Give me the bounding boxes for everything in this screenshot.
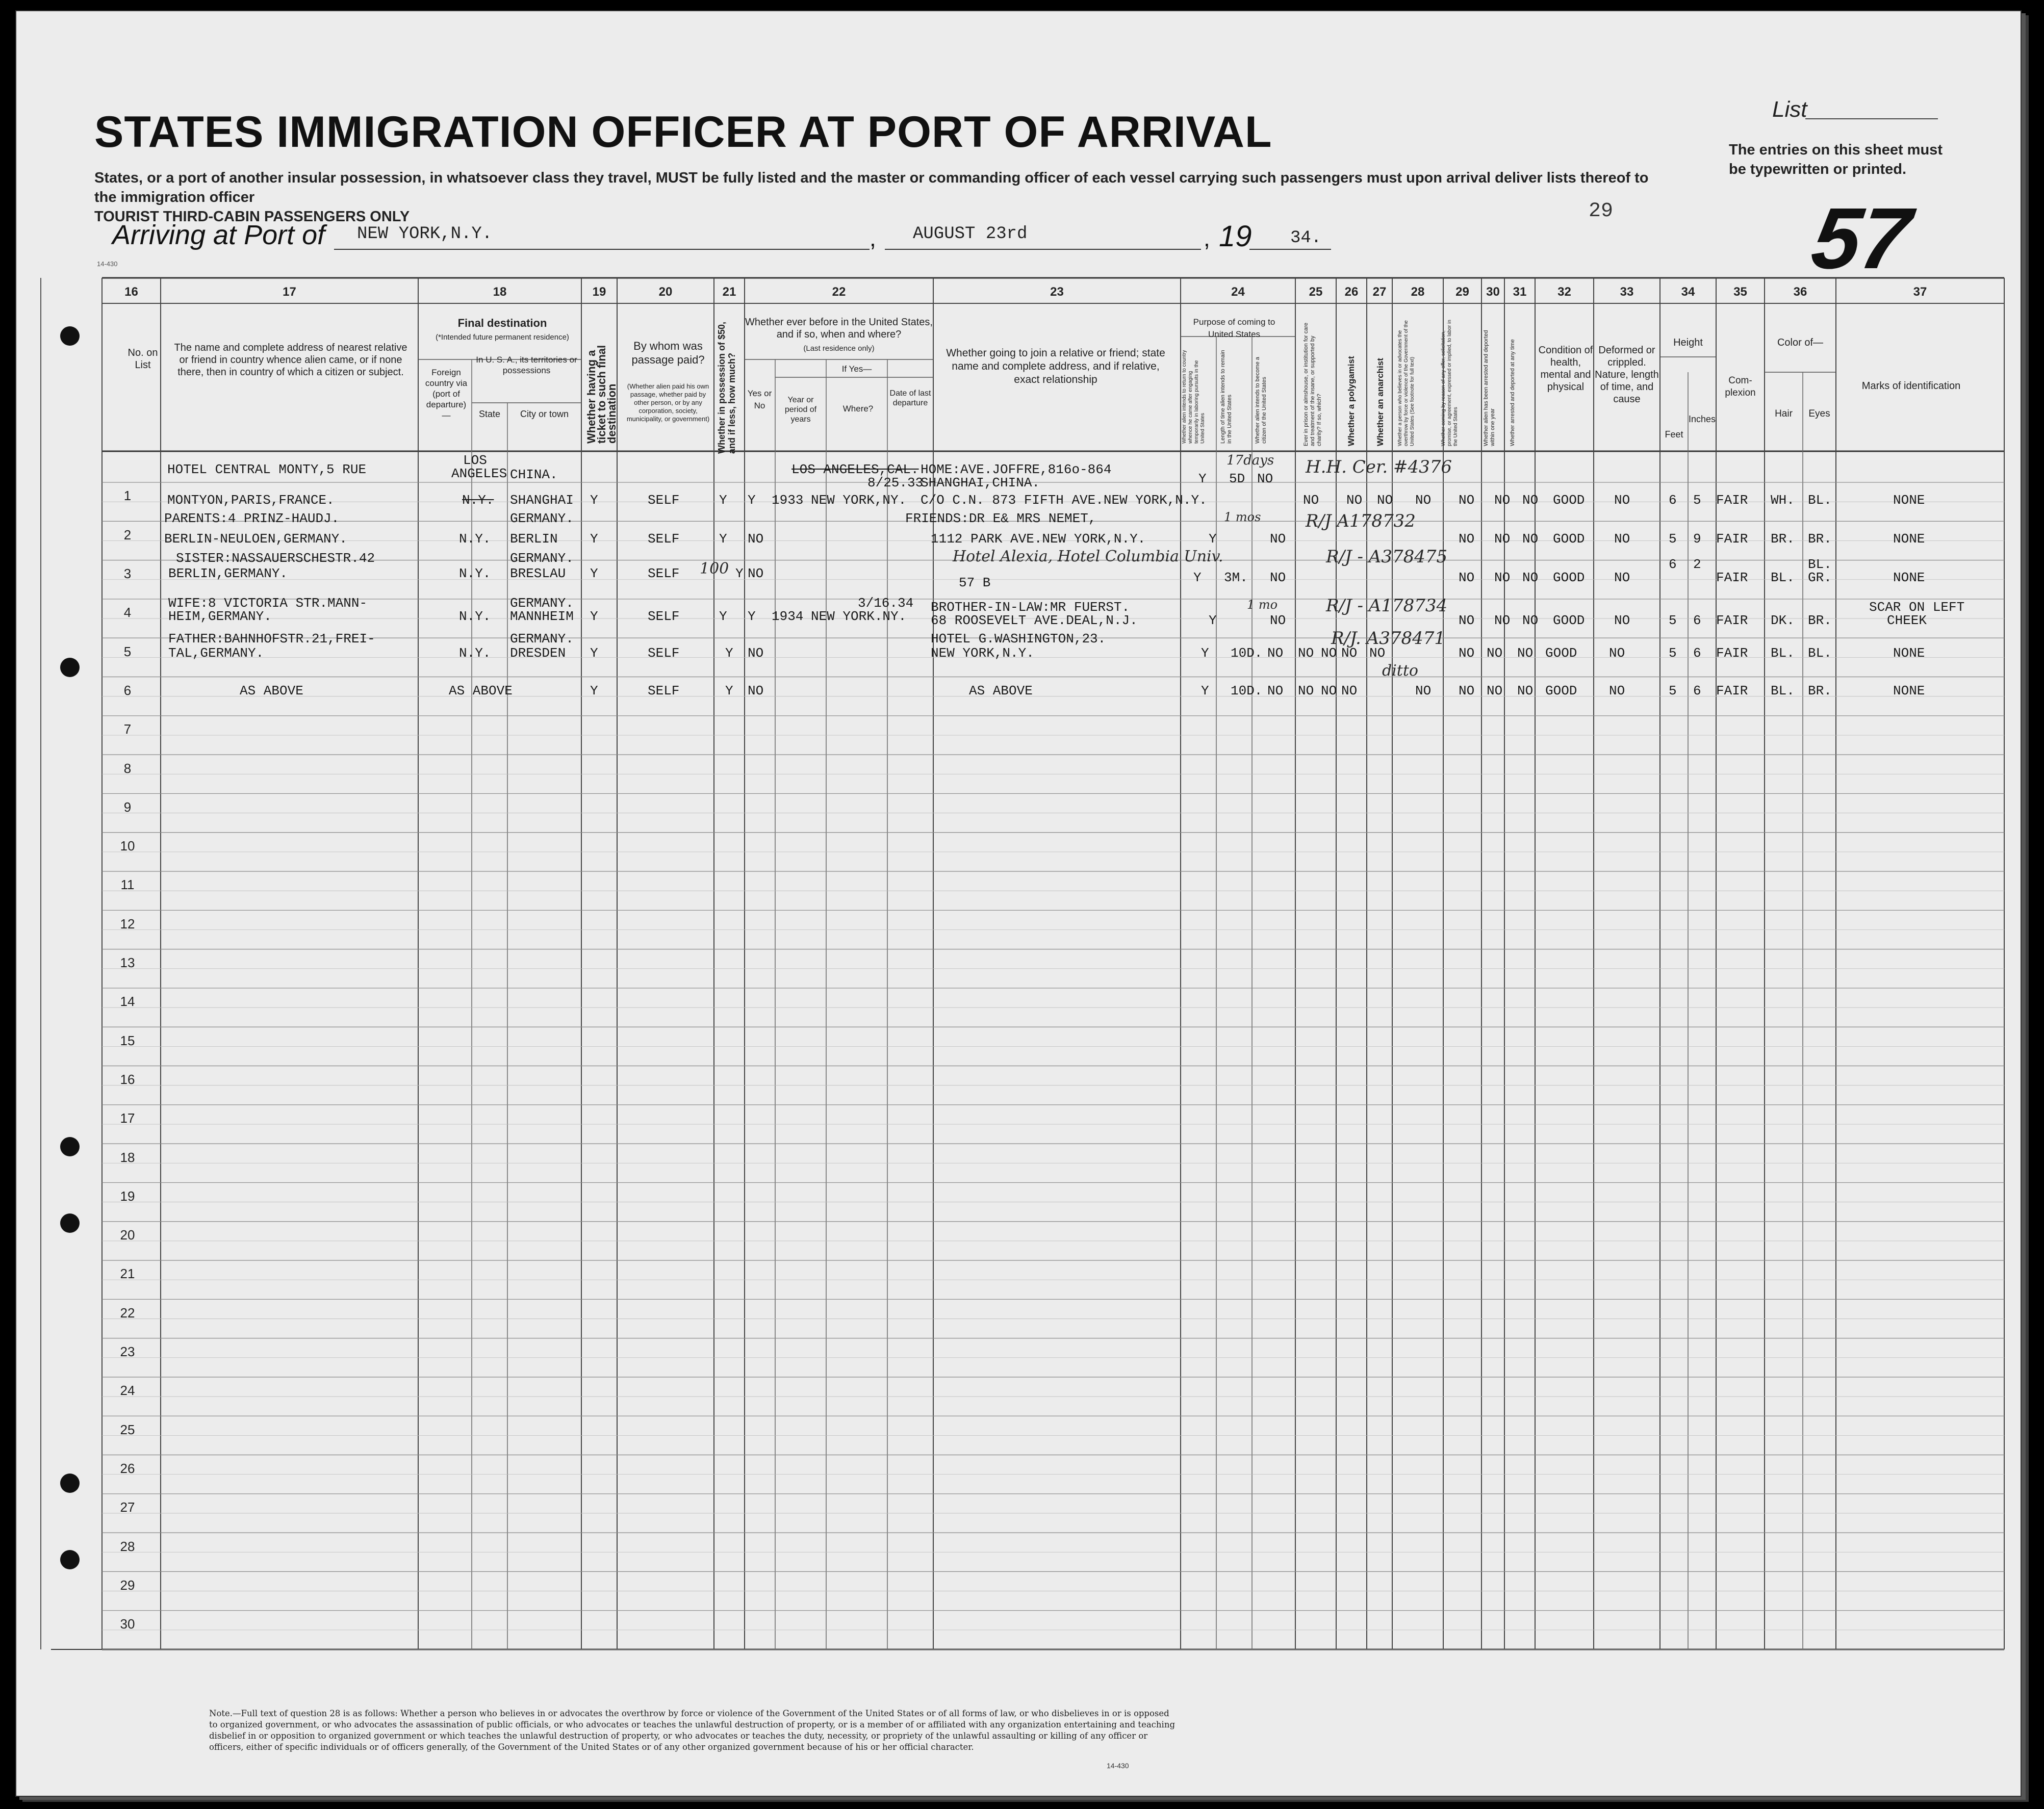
handwritten-ditto: ditto (1382, 662, 1418, 680)
join-relative: HOTEL G.WASHINGTON,23. (931, 631, 1106, 647)
column-number: 24 (1231, 285, 1245, 299)
destination-state: AS ABOVE (449, 683, 513, 699)
row-number: 28 (120, 1538, 135, 1554)
passage-paid-by: SELF (648, 566, 680, 581)
height-inches: 5 (1693, 493, 1701, 508)
relative-address: HEIM,GERMANY. (168, 609, 272, 624)
join-relative: BROTHER-IN-LAW:MR FUERST. (931, 600, 1130, 615)
row-number: 7 (123, 721, 132, 737)
column-number: 31 (1513, 285, 1527, 299)
row-number: 19 (120, 1188, 135, 1204)
col-header-17: The name and complete address of nearest relative or friend in country whence alien came, or if none there, then in country of which a citizen or subject. (174, 342, 407, 378)
col-header-24: Purpose of coming to United States (1193, 317, 1275, 339)
destination-city: MANNHEIM (510, 609, 574, 624)
col-header-27: Whether an anarchist (1375, 358, 1385, 446)
row-number: 23 (120, 1344, 135, 1360)
ever-in-prison: NO (1270, 531, 1286, 547)
ticket: Y (590, 683, 598, 699)
arrival-date: AUGUST 23rd (913, 224, 1028, 244)
col-header-23: Whether going to join a relative or friend; state name and complete address, and if relative, exact relationship (946, 347, 1165, 385)
before-yes-no: Y (748, 493, 756, 508)
row-number: 13 (120, 955, 135, 971)
col-header-18-usa: In U. S. A., its territories or possessions (476, 355, 577, 375)
has-fifty: Y (719, 493, 727, 508)
height-feet: 6 (1669, 493, 1677, 508)
foreign-port: LOS (463, 453, 487, 468)
col-header-18-state: State (478, 409, 501, 419)
hair-color: BR. (1771, 531, 1795, 547)
column-number: 36 (1793, 285, 1807, 299)
col-header-28: Whether a person who believes in or advocates the overthrow by force or violence of the Government of the United States (See footnote for full text) (1397, 320, 1415, 446)
handwritten-certificate: H.H. Cer. #4376 (1306, 457, 1452, 477)
has-fifty: Y (719, 531, 727, 547)
col-header-37: Marks of identification (1861, 380, 1961, 392)
eye-color: BR. (1808, 531, 1832, 547)
handwritten-join: Hotel Alexia, Hotel Columbia Univ. (953, 548, 1223, 565)
passage-paid-by: SELF (648, 645, 680, 661)
column-number: 26 (1344, 285, 1359, 299)
row-number: 9 (123, 799, 132, 815)
hair-color: BL. (1771, 570, 1795, 585)
row-number: 10 (120, 838, 135, 854)
column-number: 21 (722, 285, 736, 299)
hair-color: DK. (1771, 613, 1795, 628)
question-31: NO (1522, 570, 1539, 585)
row-number: 6 (123, 682, 132, 698)
before-where: NEW YORK.NY. (811, 609, 907, 624)
row-number: 14 (120, 994, 135, 1010)
health: GOOD (1545, 645, 1577, 661)
anarchist: NO (1377, 493, 1393, 508)
arriving-label: Arriving at Port of (112, 220, 325, 250)
identification-marks: NONE (1893, 683, 1925, 699)
complexion: FAIR (1716, 645, 1748, 661)
row-number: 25 (120, 1422, 135, 1437)
before-where: NEW YORK,NY. (811, 493, 907, 508)
row-number: 30 (120, 1616, 135, 1632)
col-header-34-inches: Inches (1688, 414, 1716, 424)
question-31: NO (1522, 613, 1539, 628)
identification-marks: CHEEK (1887, 613, 1927, 628)
col-header-22-sub: (Last residence only) (803, 344, 875, 353)
col-header-18-foreign: Foreign country via (port of departure)— (425, 368, 468, 420)
destination-city: GERMANY. (510, 631, 574, 647)
question-29: NO (1459, 645, 1475, 661)
col-header-34: Height (1673, 337, 1703, 348)
ticket: Y (590, 645, 598, 661)
row-number: 17 (120, 1110, 135, 1126)
height-inches: 6 (1693, 613, 1701, 628)
col-header-22: Whether ever before in the United States, and if so, when and where? (745, 317, 933, 340)
destination-city: GERMANY. (510, 511, 574, 526)
destination-city: BRESLAU (510, 566, 566, 581)
row-number: 26 (120, 1460, 135, 1476)
column-number: 27 (1372, 285, 1387, 299)
row-number: 8 (123, 760, 132, 776)
has-fifty: Y (719, 609, 727, 624)
ever-in-prison: NO (1298, 683, 1314, 699)
before-where: LOS ANGELES,CAL. (791, 462, 919, 477)
handwritten-note: 1 mos (1224, 510, 1261, 524)
purpose-length: 10D. (1231, 683, 1263, 699)
join-relative: C/O C.N. 873 FIFTH AVE.NEW YORK,N.Y. (921, 493, 1207, 508)
question-29: NO (1459, 531, 1475, 547)
height-inches: 2 (1693, 557, 1701, 572)
anarchist: NO (1341, 645, 1358, 661)
purpose-length: 10D. (1231, 645, 1263, 661)
question-30: NO (1494, 613, 1511, 628)
polygamist: NO (1346, 493, 1363, 508)
height-feet: 5 (1669, 683, 1677, 699)
ticket: Y (590, 609, 598, 624)
col-header-18-city: City or town (520, 409, 569, 419)
ever-in-prison: NO (1270, 570, 1286, 585)
col-header-33: Deformed or crippled. Nature, length of time, and cause (1595, 345, 1659, 405)
identification-marks: NONE (1893, 493, 1925, 508)
purpose-return: Y (1201, 683, 1209, 699)
column-number: 33 (1620, 285, 1634, 299)
arrival-year: 34. (1290, 228, 1322, 248)
question-28: NO (1369, 645, 1386, 661)
question-28: NO (1415, 493, 1432, 508)
complexion: FAIR (1716, 531, 1748, 547)
row-number: 21 (120, 1266, 135, 1282)
passage-paid-by: SELF (648, 683, 680, 699)
question-29: NO (1459, 493, 1475, 508)
complexion: FAIR (1716, 493, 1748, 508)
foreign-port: ANGELES (451, 466, 507, 481)
col-header-30: Whether alien has been arrested and deported within one year (1483, 330, 1496, 446)
height-feet: 6 (1669, 557, 1677, 572)
complexion: FAIR (1716, 683, 1748, 699)
purpose-return: Y (1201, 645, 1209, 661)
col-header-31: Whether arrested and deported at any time (1510, 339, 1516, 446)
destination-city: GERMANY. (510, 596, 574, 611)
purpose-citizen: NO (1257, 471, 1273, 486)
eye-color: BL. (1808, 645, 1832, 661)
handwritten-certificate: R/J A178732 (1306, 511, 1416, 531)
join-relative: AS ABOVE (969, 683, 1033, 699)
handwritten-certificate: R/J - A378475 (1326, 547, 1448, 567)
height-feet: 5 (1669, 531, 1677, 547)
column-number: 37 (1913, 285, 1927, 299)
identification-marks: NONE (1893, 531, 1925, 547)
ever-in-prison: NO (1298, 645, 1314, 661)
col-header-32: Condition of health, mental and physical (1538, 345, 1593, 393)
handwritten-page-number: 57 (1806, 190, 1917, 287)
footnote-form-number: 14-430 (1107, 1762, 1129, 1770)
ever-in-prison: NO (1303, 493, 1319, 508)
passage-paid-by: SELF (648, 609, 680, 624)
question-29: NO (1459, 570, 1475, 585)
col-header-21: Whether in possession of $50, and if less, how much? (717, 321, 737, 454)
col-header-16: No. on List (127, 347, 158, 371)
column-number: 30 (1486, 285, 1500, 299)
before-year: 1934 (772, 609, 804, 624)
col-header-22-year: Year or period of years (784, 396, 817, 424)
port-value: NEW YORK,N.Y. (357, 224, 493, 244)
form-number: 14-430 (97, 260, 118, 268)
col-header-29: Whether coming by reason of any offer, solicitation, promise, or agreement, expressed or implied, to labor in the United States (1441, 320, 1459, 446)
row-number: 1 (123, 488, 132, 504)
hair-color: BL. (1771, 645, 1795, 661)
col-header-19: Whether having a ticket to such final destination (585, 345, 618, 444)
relative-address: SISTER:NASSAUERSCHESTR.42 (176, 551, 375, 566)
passage-paid-by: SELF (648, 493, 680, 508)
sheet-number: 29 (1589, 200, 1614, 223)
ticket: Y (590, 531, 598, 547)
question-30: NO (1494, 531, 1511, 547)
column-number: 35 (1733, 285, 1747, 299)
row-number: 12 (120, 916, 135, 932)
before-year: 1933 (772, 493, 804, 508)
typewritten-instruction: The entries on this sheet must be typewritten or printed. (1729, 142, 1943, 177)
row-number: 4 (123, 605, 132, 621)
health: GOOD (1553, 613, 1585, 628)
ticket: Y (590, 493, 598, 508)
destination-city: DRESDEN (510, 645, 566, 661)
hair-color: WH. (1771, 493, 1795, 508)
identification-marks: NONE (1893, 645, 1925, 661)
question-31: NO (1517, 683, 1534, 699)
purpose-return: Y (1209, 531, 1217, 547)
join-relative: HOME:AVE.JOFFRE,816o-864 (921, 462, 1112, 477)
row-number: 2 (123, 527, 132, 542)
row-number: 16 (120, 1071, 135, 1087)
height-inches: 9 (1693, 531, 1701, 547)
before-yes-no: NO (748, 683, 764, 699)
column-number: 20 (658, 285, 673, 299)
comma: , (1204, 225, 1210, 251)
col-header-20-sub: (Whether alien paid his own passage, whether paid by other person, or by any corporation, society, municipality, or government) (626, 382, 710, 423)
height-feet: 5 (1669, 645, 1677, 661)
comma: , (870, 225, 876, 251)
col-header-24-a: Whether alien intends to return to country whence he came after engaging temporarily in laboring pursuits in the United States (1182, 350, 1206, 444)
destination-city: GERMANY. (510, 551, 574, 566)
deformed: NO (1614, 570, 1630, 585)
destination-city: BERLIN (510, 531, 558, 547)
hair-color: BL. (1771, 683, 1795, 699)
col-header-24-b: Length of time alien intends to remain in the United States (1220, 350, 1233, 444)
col-header-22-where: Where? (842, 404, 874, 414)
col-header-24-c: Whether alien intends to become a citizen of the United States (1255, 357, 1267, 444)
footnote-question-28: Note.—Full text of question 28 is as follows: Whether a person who believes in or advocates the overthrow by force or violence of the Government of the United States or of all forms of law, or who disbelieves in or is opposed to organized government, or who advocates the assassination of public officials, or who advocates or teaches the unlawful destruction of property, or is a member of or affiliated with any organization entertaining and teaching disbelief in or opposition to organized government or which teaches the unlawful destruction of property, or who advocates or teaches the duty, necessity, or propriety of the unlawful assaulting or killing of any officer or officers, either of specific individuals or of officers generally, of the Government of the United States or of any other organized government because of his or her official character. (209, 1709, 1176, 1752)
last-departure: 3/16.34 (858, 596, 914, 611)
col-header-22-ifyes: If Yes— (841, 364, 872, 374)
destination-state: N.Y. (459, 645, 491, 661)
column-number: 28 (1411, 285, 1425, 299)
handwritten-certificate: R/J. A378471 (1331, 628, 1446, 649)
col-header-36-hair: Hair (1775, 408, 1793, 419)
join-relative: SHANGHAI,CHINA. (921, 475, 1040, 490)
purpose-return: Y (1193, 570, 1202, 585)
purpose-return: Y (1209, 613, 1217, 628)
has-fifty: Y (735, 566, 744, 581)
question-30: NO (1487, 683, 1503, 699)
question-30: NO (1487, 645, 1503, 661)
column-number: 23 (1050, 285, 1064, 299)
relative-address: TAL,GERMANY. (168, 645, 264, 661)
eye-color: BR. (1808, 683, 1832, 699)
year-prefix: 19 (1219, 220, 1252, 253)
join-relative: 57 B (959, 575, 991, 590)
row-number: 11 (120, 877, 135, 893)
relative-address: HOTEL CENTRAL MONTY,5 RUE (167, 462, 367, 477)
height-inches: 6 (1693, 645, 1701, 661)
question-28: NO (1415, 683, 1432, 699)
complexion: FAIR (1716, 570, 1748, 585)
handwritten-purpose: 17days (1227, 453, 1274, 468)
height-feet: 5 (1669, 613, 1677, 628)
relative-address: AS ABOVE (240, 683, 303, 699)
col-header-26: Whether a polygamist (1346, 356, 1356, 446)
deformed: NO (1614, 613, 1630, 628)
col-header-36: Color of— (1777, 337, 1824, 348)
col-header-22-yesno: Yes or No (747, 389, 772, 410)
destination-state: N.Y. (459, 531, 491, 547)
health: GOOD (1553, 493, 1585, 508)
before-yes-no: NO (748, 531, 764, 547)
row-number: 18 (120, 1149, 135, 1165)
identification-marks: SCAR ON LEFT (1869, 600, 1965, 615)
destination-city: SHANGHAI (510, 493, 574, 508)
relative-address: BERLIN-NEULOEN,GERMANY. (164, 531, 347, 547)
row-number: 20 (120, 1227, 135, 1243)
purpose-citizen: NO (1267, 683, 1284, 699)
eye-color: BR. (1808, 613, 1832, 628)
question-30: NO (1494, 493, 1511, 508)
question-31: NO (1522, 493, 1539, 508)
handwritten-cash: 100 (700, 560, 729, 578)
eye-color: BL. (1808, 493, 1832, 508)
question-29: NO (1459, 683, 1475, 699)
row-number: 5 (123, 643, 132, 659)
health: GOOD (1553, 570, 1585, 585)
question-31: NO (1522, 531, 1539, 547)
join-relative: FRIENDS:DR E& MRS NEMET, (905, 511, 1096, 526)
column-number: 22 (832, 285, 846, 299)
row-number: 29 (120, 1577, 135, 1593)
last-departure: 8/25.33 (867, 475, 924, 490)
purpose-return: Y (1198, 471, 1207, 486)
has-fifty: Y (725, 683, 733, 699)
deformed: NO (1614, 493, 1630, 508)
deformed: NO (1614, 531, 1630, 547)
anarchist: NO (1341, 683, 1358, 699)
eye-color: GR. (1808, 570, 1832, 585)
question-30: NO (1494, 570, 1511, 585)
col-header-20: By whom was passage paid? (631, 340, 705, 366)
health: GOOD (1545, 683, 1577, 699)
handwritten-note: 1 mo (1247, 598, 1278, 612)
before-yes-no: NO (748, 566, 764, 581)
passage-paid-by: SELF (648, 531, 680, 547)
col-header-35: Com-plexion (1725, 375, 1756, 398)
join-relative: 1112 PARK AVE.NEW YORK,N.Y. (931, 531, 1146, 547)
column-number: 25 (1309, 285, 1323, 299)
polygamist: NO (1321, 645, 1337, 661)
destination-city: CHINA. (510, 467, 558, 482)
row-number: 27 (120, 1500, 135, 1515)
col-header-18: Final destination (457, 317, 547, 329)
question-31: NO (1517, 645, 1534, 661)
destination-state: N.Y. (459, 609, 491, 624)
purpose-length: 5D (1229, 471, 1245, 486)
destination-state: N.Y. (462, 493, 494, 508)
column-number: 17 (283, 285, 296, 299)
join-relative: NEW YORK,N.Y. (931, 645, 1034, 661)
has-fifty: Y (725, 645, 733, 661)
relative-address: BERLIN,GERMANY. (168, 566, 288, 581)
height-inches: 6 (1693, 683, 1701, 699)
before-yes-no: NO (748, 645, 764, 661)
relative-address: PARENTS:4 PRINZ-HAUDJ. (164, 511, 340, 526)
ever-in-prison: NO (1270, 613, 1286, 628)
column-number: 19 (592, 285, 606, 299)
deformed: NO (1609, 645, 1625, 661)
join-relative: 68 ROOSEVELT AVE.DEAL,N.J. (931, 613, 1138, 628)
row-number: 3 (123, 566, 132, 582)
eye-color: BL. (1808, 557, 1832, 572)
ticket: Y (590, 566, 598, 581)
relative-address: WIFE:8 VICTORIA STR.MANN- (168, 596, 368, 611)
col-header-18-sub: (*Intended future permanent residence) (436, 333, 569, 342)
row-number: 24 (120, 1383, 135, 1399)
identification-marks: NONE (1893, 570, 1925, 585)
column-number: 29 (1455, 285, 1469, 299)
handwritten-certificate: R/J - A178734 (1326, 596, 1448, 616)
column-number: 16 (124, 285, 138, 299)
health: GOOD (1553, 531, 1585, 547)
deformed: NO (1609, 683, 1625, 699)
row-number: 15 (120, 1032, 135, 1048)
polygamist: NO (1321, 683, 1337, 699)
col-header-36-eyes: Eyes (1808, 408, 1830, 419)
col-header-34-feet: Feet (1665, 429, 1683, 440)
col-header-22-date: Date of last departure (889, 389, 931, 407)
purpose-citizen: NO (1267, 645, 1284, 661)
before-yes-no: Y (748, 609, 756, 624)
list-label: List (1772, 97, 1807, 122)
column-number: 34 (1681, 285, 1695, 299)
page-title: STATES IMMIGRATION OFFICER AT PORT OF ARRIVAL (94, 108, 1272, 157)
col-header-25: Ever in prison or almshouse, or institution for care and treatment of the insane, or supported by charity? If so, which? (1303, 322, 1322, 446)
destination-state: N.Y. (459, 566, 491, 581)
complexion: FAIR (1716, 613, 1748, 628)
question-29: NO (1459, 613, 1475, 628)
column-number: 18 (493, 285, 507, 299)
relative-address: FATHER:BAHNHOFSTR.21,FREI- (168, 631, 375, 647)
purpose-length: 3M. (1224, 570, 1248, 585)
listing-instructions: States, or a port of another insular possession, in whatsoever class they travel, MUST be fully listed and the master or commanding officer of each vessel carrying such passengers must upon arrival deliver lists thereof to the immigration officer TOURIST THIRD-CABIN PASSENGERS ONLY (94, 170, 1649, 225)
row-number: 22 (120, 1305, 135, 1321)
column-number: 32 (1557, 285, 1571, 299)
relative-address: MONTYON,PARIS,FRANCE. (167, 493, 335, 508)
